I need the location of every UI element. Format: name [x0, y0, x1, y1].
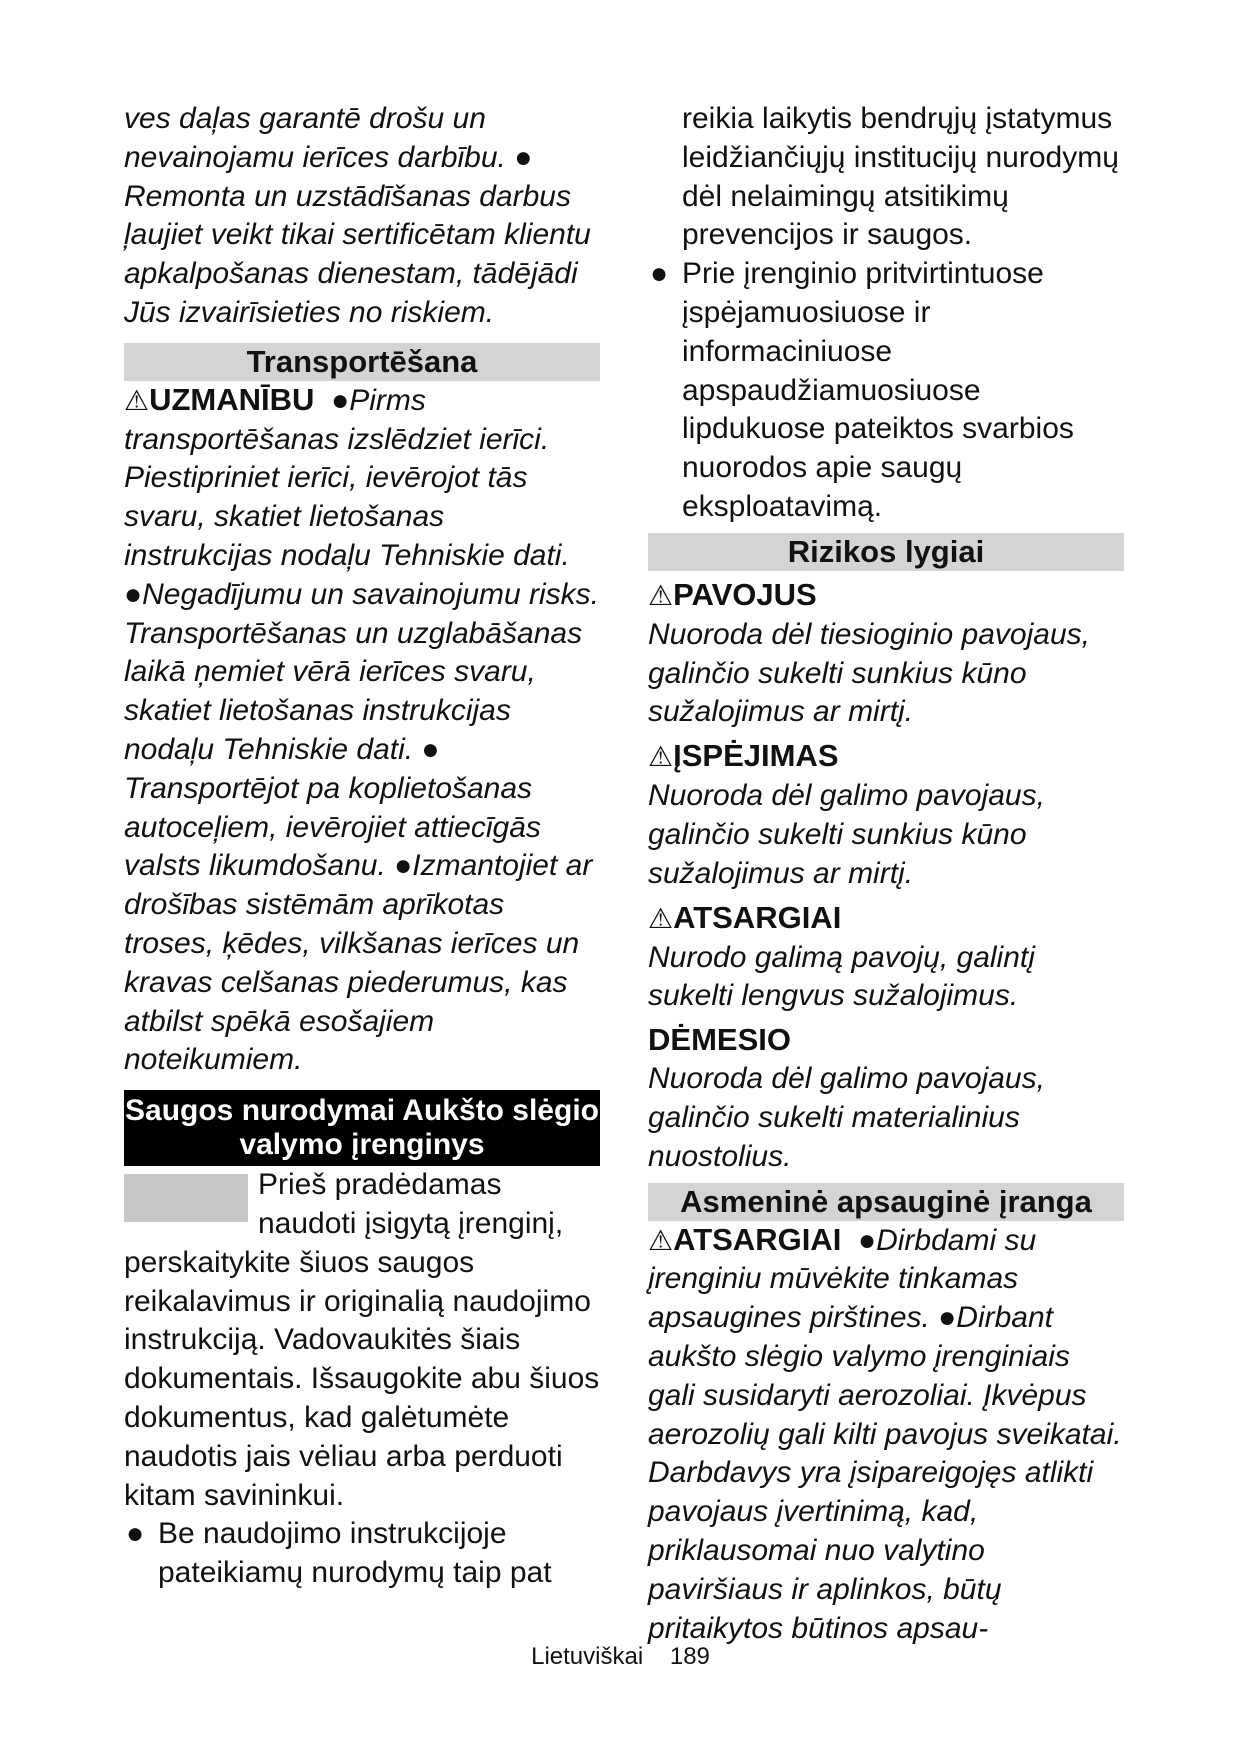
page-footer	[0, 1643, 1241, 1671]
transport-header: Transportēšana	[124, 343, 600, 381]
warning-triangle-icon: ⚠	[648, 579, 674, 611]
transport-text: ●Pirms transportēšanas izslēdziet ierīci. Piestipriniet ierīci, ievērojot tās svaru, skatiet lietošanas instrukcijas nodaļu Tehniskie dati. ●Negadījumu un savainojumu risks. Transportēšanas un uzglabāšanas laikā ņemiet vērā ierīces svaru, skatiet lietošanas instrukcijas nodaļu Tehniskie dati. ● Transportējot pa koplietošanas autoceļiem, ievērojiet attiecīgās valsts likumdošanu. ●Izmantojiet ar drošības sistēmām aprīkotas troses, ķēdes, vilkšanas ierīces un kravas celšanas piederumus, kas atbilst spēkā esošajiem noteikumiem.	[124, 383, 600, 1077]
ppe-text: ●Dirbdami su įrenginiu mūvėkite tinkamas apsaugines pirštines. ●Dirbant aukšto slėgio valymo įrenginiais gali susidaryti aerozoliai. Įkvėpus aerozolių gali kilti pavojus sveikatai. Darbdavys yra įsipareigojęs atlikti pavojaus įvertinimą, kad, priklausomai nuo valytino paviršiaus ir aplinkos, būtų pritaikytos būtinos apsau-	[648, 1223, 1122, 1645]
safety-header: Saugos nurodymai Aukšto slėgio valymo įrenginys	[124, 1090, 600, 1166]
ppe-caution-label: ⚠ATSARGIAI	[648, 1221, 842, 1257]
page-number: 189	[669, 1643, 710, 1670]
bullet-item-1: ● Be naudojimo instrukcijoje pateikiamų nurodymų taip pat	[126, 1517, 552, 1590]
caution-text: Nurodo galimą pavojų, galintį sukelti lengvus sužalojimus.	[648, 940, 1035, 1013]
ppe-header: Asmeninė apsauginė įranga	[648, 1183, 1124, 1221]
left-column	[124, 100, 600, 1593]
caution-level-label: ⚠ATSARGIAI	[648, 899, 842, 935]
right-column	[648, 100, 1124, 1648]
warning-label: ⚠ĮSPĖJIMAS	[648, 738, 839, 774]
caution-label: ⚠UZMANĪBU	[124, 381, 315, 417]
ppe-paragraph	[648, 1221, 1124, 1649]
safety-intro-first: Prieš pradėdamas naudoti įsigytą įrenginį,	[258, 1168, 564, 1240]
bullet-item-2: ● Prie įrenginio pritvirtintuose įspėjamuosiuose ir informaciniuose apspaudžiamuosiuose lipdukuose pateiktos svarbios nuorodos apie saugų eksploatavimą.	[650, 257, 1074, 523]
risk-levels-header: Rizikos lygiai	[648, 533, 1124, 571]
left-intro-text: ves daļas garantē drošu un nevainojamu ierīces darbību. ● Remonta un uzstādīšanas darbus ļaujiet veikt tikai sertificētam klientu apkalpošanas dienestam, tādējādi Jūs izvairīsieties no riskiem.	[124, 102, 591, 329]
notice-text: Nuoroda dėl galimo pavojaus, galinčio sukelti materialinius nuostolius.	[648, 1062, 1045, 1173]
language-tab-box	[124, 1174, 248, 1222]
notice-label: DĖMESIO	[648, 1022, 791, 1058]
safety-intro	[124, 1166, 600, 1515]
bullet-dot-icon: ●	[650, 257, 669, 291]
warning-triangle-icon: ⚠	[648, 1224, 674, 1256]
warning-triangle-icon: ⚠	[648, 902, 674, 934]
footer-language: Lietuviškai	[531, 1643, 644, 1670]
danger-text: Nuoroda dėl tiesioginio pavojaus, galinčio sukelti sunkius kūno sužalojimus ar mirtį.	[648, 617, 1090, 729]
danger-label: ⚠PAVOJUS	[648, 576, 817, 612]
safety-intro-rest: perskaitykite šiuos saugos reikalavimus ir originalią naudojimo instrukciją. Vadovaukitės šiais dokumentais. Išsaugokite abu šiuos dokumentus, kad galėtumėte naudotis jais vėliau arba perduoti kitam savininkui.	[124, 1245, 600, 1512]
warning-text: Nuoroda dėl galimo pavojaus, galinčio sukelti sunkius kūno sužalojimus ar mirtį.	[648, 779, 1045, 890]
bullet-dot-icon: ●	[126, 1517, 145, 1551]
warning-triangle-icon: ⚠	[648, 741, 674, 773]
transport-paragraph	[124, 381, 600, 1080]
bullet-1-continued: reikia laikytis bendrųjų įstatymus leidžiančiųjų institucijų nurodymų dėl nelaimingų atsitikimų prevencijos ir saugos.	[682, 102, 1119, 252]
warning-triangle-icon: ⚠	[124, 384, 150, 416]
